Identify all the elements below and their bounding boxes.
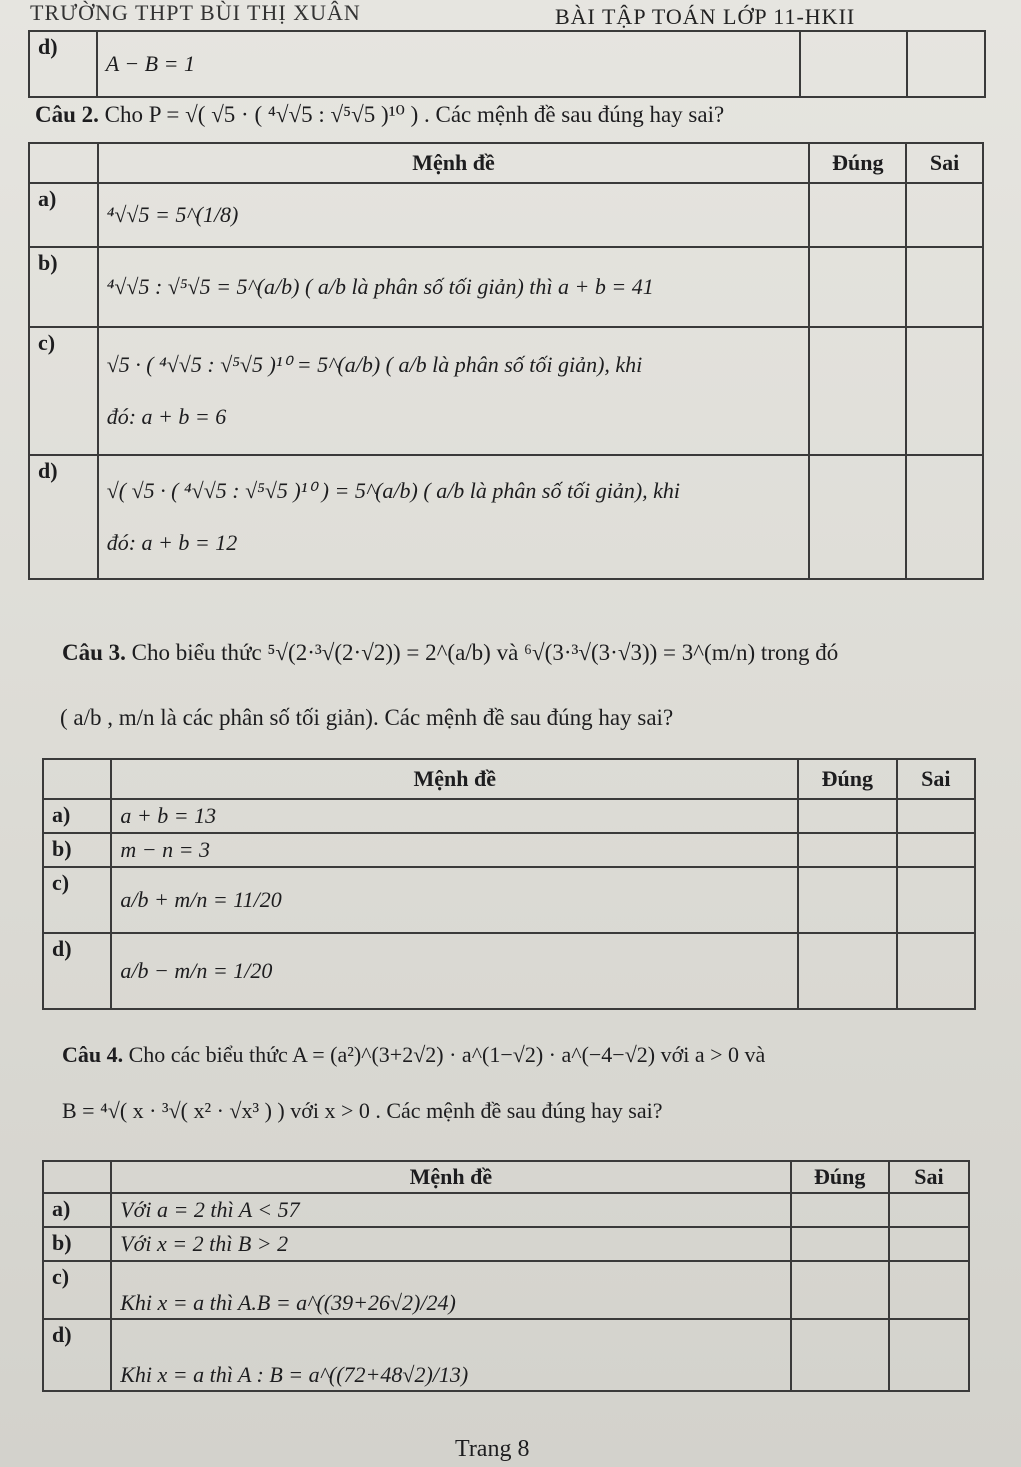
statement-cell: Với a = 2 thì A < 57 [111, 1193, 790, 1227]
header-statement: Mệnh đề [111, 1161, 790, 1193]
question-text: Cho P = √( √5 · ( ⁴√√5 : √⁵√5 )¹⁰ ) . Các mệnh đề sau đúng hay sai? [104, 102, 725, 127]
page-number: Trang 8 [455, 1436, 530, 1462]
header-false: Sai [897, 759, 975, 799]
row-label: c) [43, 867, 111, 933]
header-label [29, 143, 98, 183]
question-text: Cho biểu thức ⁵√(2·³√(2·√2)) = 2^(a/b) và ⁶√(3·³√(3·√3)) = 3^(m/n) trong đó [131, 640, 839, 665]
header-false: Sai [906, 143, 983, 183]
true-cell [791, 1319, 889, 1391]
question-2-intro [35, 102, 724, 128]
row-label: b) [43, 1227, 111, 1261]
true-cell [809, 327, 906, 455]
false-cell [889, 1319, 969, 1391]
statement-cell: m − n = 3 [111, 833, 798, 867]
statement-cell: a + b = 13 [111, 799, 798, 833]
question-4-intro [62, 1042, 765, 1068]
question-label: Câu 4. [62, 1042, 124, 1067]
header-statement: Mệnh đề [98, 143, 810, 183]
statement-line: đó: a + b = 12 [106, 530, 238, 555]
header-statement: Mệnh đề [111, 759, 798, 799]
true-cell [791, 1193, 889, 1227]
header-label [43, 1161, 111, 1193]
true-cell [791, 1227, 889, 1261]
true-cell [798, 867, 897, 933]
false-cell [897, 867, 975, 933]
true-cell [798, 833, 897, 867]
statement-line: √5 · ( ⁴√√5 : √⁵√5 )¹⁰ = 5^(a/b) ( a/b là phân số tối giản), khi [106, 352, 643, 377]
false-cell [906, 327, 983, 455]
false-cell [897, 799, 975, 833]
statement-cell: Khi x = a thì A : B = a^((72+48√2)/13) [111, 1319, 790, 1391]
true-cell [809, 247, 906, 327]
true-cell [800, 31, 907, 97]
question-4-intro-line2: B = ⁴√( x · ³√( x² · √x³ ) ) với x > 0 . Các mệnh đề sau đúng hay sai? [62, 1098, 663, 1123]
previous-question-table [28, 30, 986, 98]
question-label: Câu 3. [62, 640, 126, 665]
false-cell [897, 933, 975, 1009]
header-false: Sai [889, 1161, 969, 1193]
false-cell [889, 1193, 969, 1227]
true-cell [791, 1261, 889, 1319]
header-true: Đúng [798, 759, 897, 799]
true-cell [809, 455, 906, 579]
row-label: d) [43, 933, 111, 1009]
header-true: Đúng [791, 1161, 889, 1193]
false-cell [897, 833, 975, 867]
row-label: d) [29, 31, 97, 97]
row-label: a) [29, 183, 98, 247]
question-3-table [42, 758, 976, 1010]
worksheet-title: BÀI TẬP TOÁN LỚP 11-HKII [555, 4, 856, 29]
question-2-table [28, 142, 984, 580]
statement-cell: A − B = 1 [97, 31, 800, 97]
row-label: c) [43, 1261, 111, 1319]
false-cell [906, 183, 983, 247]
true-cell [798, 799, 897, 833]
statement-cell: ⁴√√5 : √⁵√5 = 5^(a/b) ( a/b là phân số tối giản) thì a + b = 41 [98, 247, 810, 327]
row-label: d) [43, 1319, 111, 1391]
statement-cell: a/b − m/n = 1/20 [111, 933, 798, 1009]
row-label: b) [43, 833, 111, 867]
question-label: Câu 2. [35, 102, 99, 127]
row-label: b) [29, 247, 98, 327]
row-label: a) [43, 1193, 111, 1227]
statement-cell: a/b + m/n = 11/20 [111, 867, 798, 933]
statement-cell: Khi x = a thì A.B = a^((39+26√2)/24) [111, 1261, 790, 1319]
header-true: Đúng [809, 143, 906, 183]
statement-line: √( √5 · ( ⁴√√5 : √⁵√5 )¹⁰ ) = 5^(a/b) ( a/b là phân số tối giản), khi [106, 478, 681, 503]
statement-line: đó: a + b = 6 [106, 404, 227, 429]
row-label: a) [43, 799, 111, 833]
true-cell [798, 933, 897, 1009]
false-cell [889, 1227, 969, 1261]
true-cell [809, 183, 906, 247]
question-3-intro-line2: ( a/b , m/n là các phân số tối giản). Các mệnh đề sau đúng hay sai? [60, 705, 674, 730]
statement-cell [98, 455, 810, 579]
question-4-table [42, 1160, 970, 1392]
question-text: Cho các biểu thức A = (a²)^(3+2√2) · a^(1−√2) · a^(−4−√2) với a > 0 và [128, 1042, 766, 1067]
false-cell [906, 247, 983, 327]
false-cell [906, 455, 983, 579]
question-3-intro [62, 640, 838, 666]
row-label: c) [29, 327, 98, 455]
row-label: d) [29, 455, 98, 579]
statement-cell: Với x = 2 thì B > 2 [111, 1227, 790, 1261]
statement-cell: ⁴√√5 = 5^(1/8) [98, 183, 810, 247]
false-cell [907, 31, 985, 97]
school-name: TRƯỜNG THPT BÙI THỊ XUÂN [30, 0, 361, 25]
false-cell [889, 1261, 969, 1319]
header-label [43, 759, 111, 799]
statement-cell [98, 327, 810, 455]
